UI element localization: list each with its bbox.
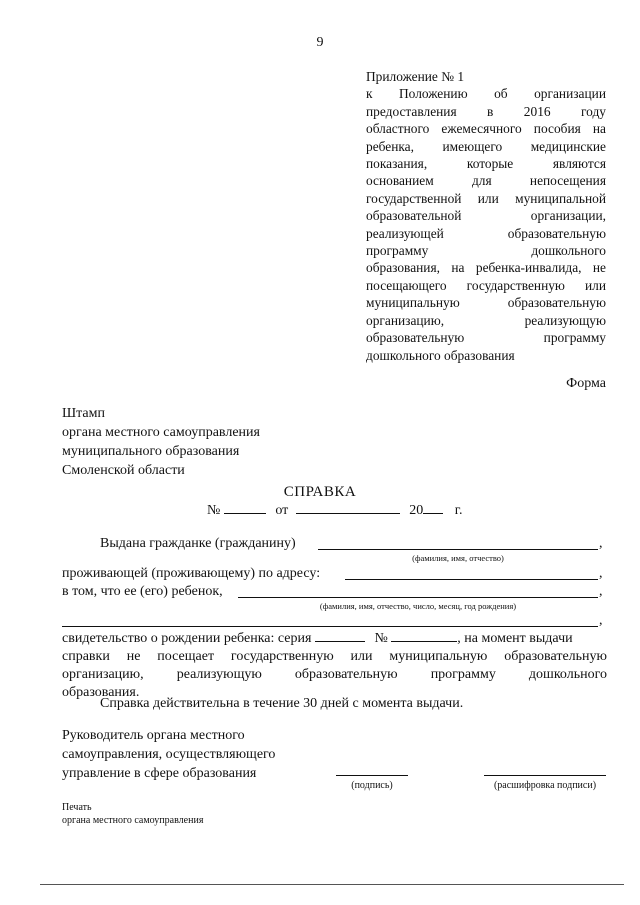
from-word: от bbox=[275, 503, 289, 518]
appendix-line: программу дошкольного bbox=[366, 243, 606, 259]
comma: , bbox=[599, 584, 603, 599]
number-sign: № bbox=[374, 631, 388, 646]
seal-block bbox=[62, 801, 203, 827]
appendix-line: образовательной организации, bbox=[366, 208, 606, 224]
child-hint: (фамилия, имя, отчество, число, месяц, год рождения) bbox=[319, 601, 517, 611]
head-line: управление в сфере образования bbox=[62, 766, 257, 781]
signature-hint: (подпись) bbox=[351, 780, 393, 791]
issued-to-hint: (фамилия, имя, отчество) bbox=[412, 553, 504, 563]
certificate-date-blank[interactable] bbox=[296, 501, 400, 514]
head-line: самоуправления, осуществляющего bbox=[62, 747, 276, 762]
appendix-line: организацию, реализующую bbox=[366, 312, 606, 328]
certificate-title: СПРАВКА bbox=[283, 484, 357, 500]
appendix-line: образования, на ребенка-инвалида, не bbox=[366, 260, 606, 276]
stamp-line: муниципального образования bbox=[62, 444, 240, 459]
child-label: в том, что ее (его) ребенок, bbox=[62, 584, 223, 599]
issued-to-label: Выдана гражданке (гражданину) bbox=[100, 536, 296, 551]
seal-line: Печать bbox=[62, 802, 92, 813]
comma: , bbox=[599, 536, 603, 551]
page-number: 9 bbox=[316, 35, 324, 50]
appendix-line: реализующей образовательную bbox=[366, 225, 606, 241]
year-suffix: г. bbox=[454, 503, 463, 518]
comma: , bbox=[599, 566, 603, 581]
appendix-line: государственной или муниципальной bbox=[366, 190, 606, 206]
at-moment-text: , на момент выдачи bbox=[457, 631, 573, 646]
bottom-rule bbox=[40, 884, 624, 885]
appendix-line: ребенка, имеющего медицинские bbox=[366, 138, 606, 154]
appendix-line: предоставления в 2016 году bbox=[366, 103, 606, 119]
birth-cert-number-blank[interactable] bbox=[391, 629, 457, 642]
appendix-line: дошкольного образования bbox=[366, 347, 515, 363]
address-label: проживающей (проживающему) по адресу: bbox=[62, 566, 321, 581]
seal-line: органа местного самоуправления bbox=[62, 815, 204, 826]
number-sign: № bbox=[207, 503, 221, 518]
year-prefix: 20 bbox=[409, 503, 424, 518]
child-field-continuation[interactable] bbox=[62, 626, 598, 627]
validity-text: Справка действительна в течение 30 дней с момента выдачи. bbox=[100, 696, 464, 711]
appendix-line: муниципальную образовательную bbox=[366, 295, 606, 311]
certificate-number-blank[interactable] bbox=[224, 501, 266, 514]
head-title bbox=[62, 726, 275, 783]
address-field[interactable] bbox=[345, 579, 598, 580]
appendix-line: к Положению об организации bbox=[366, 86, 606, 102]
year-blank[interactable] bbox=[423, 501, 443, 514]
birth-cert-line bbox=[62, 629, 607, 648]
birth-cert-label: свидетельство о рождении ребенка: серия bbox=[62, 631, 312, 646]
signature-decode-field[interactable] bbox=[484, 775, 606, 776]
appendix-line: Приложение № 1 bbox=[366, 69, 465, 84]
signature-decode-hint: (расшифровка подписи) bbox=[493, 780, 597, 791]
stamp-block bbox=[62, 404, 260, 480]
series-blank[interactable] bbox=[315, 629, 365, 642]
stamp-line: органа местного самоуправления bbox=[62, 425, 260, 440]
comma: , bbox=[599, 613, 603, 628]
stamp-line: Смоленской области bbox=[62, 463, 185, 478]
appendix-line: посещающего государственную или bbox=[366, 277, 606, 293]
body-line: справки не посещает государственную или муниципальную образовательную bbox=[62, 649, 607, 664]
child-field[interactable] bbox=[238, 597, 598, 598]
form-label: Форма bbox=[566, 376, 606, 391]
appendix-line: образовательную программу bbox=[366, 330, 606, 346]
appendix-line: основанием для непосещения bbox=[366, 173, 606, 189]
body-line: организацию, реализующую образовательную программу дошкольного bbox=[62, 667, 607, 682]
certificate-number-line bbox=[207, 501, 462, 519]
signature-field[interactable] bbox=[336, 775, 408, 776]
appendix-heading bbox=[366, 68, 606, 364]
body-paragraph bbox=[62, 629, 607, 702]
head-line: Руководитель органа местного bbox=[62, 728, 245, 743]
appendix-line: областного ежемесячного пособия на bbox=[366, 121, 606, 137]
body-line: образования. bbox=[62, 685, 140, 700]
appendix-line: показания, которые являются bbox=[366, 156, 606, 172]
stamp-line: Штамп bbox=[62, 406, 105, 421]
issued-to-field[interactable] bbox=[318, 549, 598, 550]
